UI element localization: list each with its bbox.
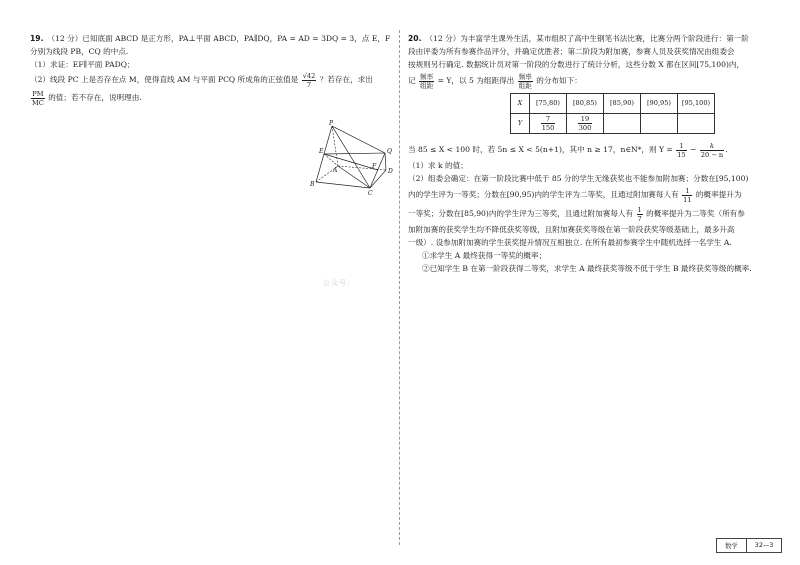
table-cell xyxy=(641,114,678,134)
question-stem-line: （12 分）为丰富学生课外生活，某市组织了高中生钢笔书法比赛，比赛分两个阶段进行：第一阶 xyxy=(425,34,749,43)
question-stem-line: 段由评委为所有参赛作品评分，并确定优胜者；第二阶段为附加赛，参赛人员及获奖情况由组委会 xyxy=(408,47,735,56)
table-header-x: X xyxy=(511,94,530,114)
freq-ratio-fraction: $\frac{\text{频率}}{\text{组距}}$ xyxy=(518,72,532,90)
question-stem-line: 分别为线段 PB，CQ 的中点. xyxy=(30,47,129,56)
table-cell: [80,85) xyxy=(567,94,604,114)
part-2-line: 加附加赛的获奖学生均不降低获奖等级，且附加赛获奖等级在第一阶段获奖等级基础上，最多升高 xyxy=(408,225,735,234)
label-e: E xyxy=(319,148,324,155)
label-b: B xyxy=(310,181,315,188)
label-q: Q xyxy=(387,148,392,155)
table-cell: $\frac{19}{300}$ xyxy=(567,114,604,134)
table-cell: [85,90) xyxy=(604,94,641,114)
condition-text: 当 85 ≤ X < 100 时，若 5n ≤ X < 5(n+1)，其中 n ≥ 17，n∈N*，则 Y = xyxy=(408,145,673,154)
column-divider xyxy=(399,30,400,545)
sub-question-1: ①求学生 A 最终获得一等奖的概率； xyxy=(422,251,547,260)
label-c: C xyxy=(368,190,373,195)
table-row xyxy=(511,94,715,114)
question-19 xyxy=(30,32,395,107)
part-2-text: （2）线段 PC 上是否存在点 M，使得直线 AM 与平面 PCQ 所成角的正弦值是 xyxy=(30,75,299,84)
part-2-text: ？若存在，求出 xyxy=(319,75,373,84)
part-2-text: 的值；若不存在，说明理由. xyxy=(48,93,142,102)
label-a: A xyxy=(333,167,338,174)
question-20: 20. （12 分）为丰富学生课外生活，某市组织了高中生钢笔书法比赛，比赛分两个阶段进行：第一阶 段由评委为所有参赛作品评分，并确定优胜者；第二阶段为附加赛，参赛人员及获奖情况由组委会 按规则另行确定. 数据统计员对第一阶段的分数进行了统计分析，这些分数 X 都在区间[75,100)内， 记 $\frac{\text{频率}}{\text{组距}}$ = Y，以 5 为组距得出 $\frac{\text{频率}}{\text{组距}}$ 的分布如下： X [75,80) [80,85) [85,90) [90,95) [95,100) Y $\frac{7}{150}$ $\frac{19}{300}$ 当 85 ≤ X < 100 时，若 5n ≤ X < 5(n+1)，其中 n ≥ 17，n∈N*，则 Y = $\frac{1}{15}$ − $\frac{k}{20 - n}$ . （1）求 k 的值； （2）组委会确定：在第一阶段比赛中低于 85 分的学生无缘获奖也不能参加附加赛；分数在[95,100) 内的学生评为一等奖；分数在[90,95)内的学生评为二等奖，且通过附加赛每人有 $\frac{1}{11}$ 的概率提升为 一等奖；分数在[85,90)内的学生评为三等奖，且通过附加赛每人有 $\frac{1}{7}$ 的概率提升为二等奖（所有参 加附加赛的获奖学生均不降低获奖等级，且附加赛获奖等级在第一阶段获奖等级基础上，最多升高 一级）. 设参加附加赛的学生获奖提升情况互相独立. 在所有最初参赛学生中随机选择一名学生 A. ①求学生 A 最终获得一等奖的概率； ②已知学生 B 在第一阶段获得二等奖，求学生 A 最终获奖等级不低于学生 B 最终获奖等级的概率. xyxy=(408,32,780,275)
watermark: 公众号： xyxy=(323,279,355,287)
part-1: （1）求 k 的值； xyxy=(408,161,468,170)
label-d: D xyxy=(388,168,393,175)
part-2-line: 一级）. 设参加附加赛的学生获奖提升情况互相独立. 在所有最初参赛学生中随机选择一名学生 A. xyxy=(408,238,732,247)
table-cell: [75,80) xyxy=(530,94,567,114)
sub-question-2: ②已知学生 B 在第一阶段获得二等奖，求学生 A 最终获奖等级不低于学生 B 最终获奖等级的概率. xyxy=(422,264,752,273)
subject-label: 数学 xyxy=(716,538,747,553)
question-stem-line: （12 分）已知底面 ABCD 是正方形，PA⊥平面 ABCD，PA∥DQ，PA = AD = 3DQ = 3，点 E，F xyxy=(47,34,391,43)
part-2-line: （2）组委会确定：在第一阶段比赛中低于 85 分的学生无缘获奖也不能参加附加赛；分数在[95,100) xyxy=(408,174,749,183)
sine-fraction: $\frac{√42}{7}$ xyxy=(302,71,316,89)
part-1: （1）求证：EF∥平面 PADQ； xyxy=(30,60,135,69)
table-header-y: Y xyxy=(511,114,530,134)
table-cell: [95,100) xyxy=(678,94,715,114)
question-number: 19. xyxy=(30,34,44,43)
question-stem-line: 按规则另行确定. 数据统计员对第一阶段的分数进行了统计分析，这些分数 X 都在区间[75,100)内， xyxy=(408,60,745,69)
page-number: 32—3 xyxy=(747,538,783,553)
ratio-fraction: $\frac{PM}{MC}$ xyxy=(32,89,44,107)
table-cell: [90,95) xyxy=(641,94,678,114)
page-footer xyxy=(716,538,782,553)
distribution-table xyxy=(510,93,715,134)
label-p: P xyxy=(329,120,334,127)
geometry-figure xyxy=(308,120,398,195)
question-number: 20. xyxy=(408,34,422,43)
freq-ratio-fraction: $\frac{\text{频率}}{\text{组距}}$ xyxy=(420,72,434,90)
table-row xyxy=(511,114,715,134)
table-cell: $\frac{7}{150}$ xyxy=(530,114,567,134)
label-f: F xyxy=(372,163,377,170)
probability-fraction: $\frac{1}{11}$ xyxy=(683,186,692,204)
table-cell xyxy=(604,114,641,134)
table-cell xyxy=(678,114,715,134)
probability-fraction: $\frac{1}{7}$ xyxy=(637,205,642,223)
